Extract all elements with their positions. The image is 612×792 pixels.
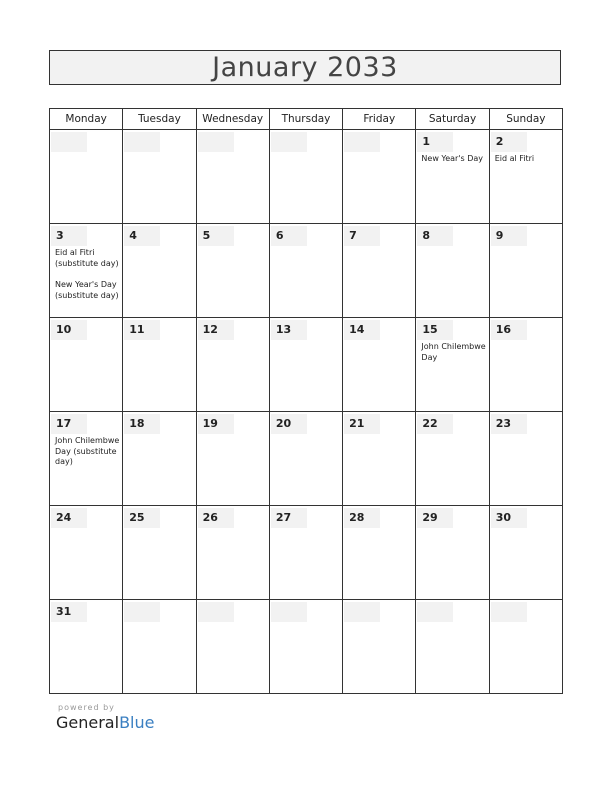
day-cell <box>269 318 342 412</box>
day-cell <box>50 224 123 318</box>
day-cell <box>416 224 489 318</box>
day-number: 14 <box>344 320 380 340</box>
day-number: 21 <box>344 414 380 434</box>
day-number: 5 <box>198 226 234 246</box>
day-cell <box>489 318 562 412</box>
day-cell <box>50 600 123 694</box>
day-cell <box>269 412 342 506</box>
weekday-header: Friday <box>343 109 416 130</box>
day-number <box>344 132 380 152</box>
day-number: 28 <box>344 508 380 528</box>
day-cell <box>196 600 269 694</box>
weekday-header: Saturday <box>416 109 489 130</box>
day-cell <box>196 130 269 224</box>
day-cell <box>50 130 123 224</box>
day-cell <box>196 224 269 318</box>
event-list <box>416 340 488 363</box>
day-cell <box>489 600 562 694</box>
day-cell <box>50 412 123 506</box>
day-number: 7 <box>344 226 380 246</box>
day-cell <box>196 318 269 412</box>
day-cell <box>123 412 196 506</box>
holiday-label: Eid al Fitri (substitute day) <box>55 248 119 268</box>
day-cell <box>123 600 196 694</box>
event-list <box>50 246 122 301</box>
day-number: 16 <box>491 320 527 340</box>
holiday-label: John Chilembwe Day (substitute day) <box>55 436 120 466</box>
footer-branding <box>56 703 154 732</box>
day-cell <box>123 506 196 600</box>
day-number: 15 <box>417 320 453 340</box>
holiday-label: Eid al Fitri <box>494 154 535 163</box>
day-number <box>124 602 160 622</box>
day-cell <box>269 600 342 694</box>
day-number: 8 <box>417 226 453 246</box>
day-number: 19 <box>198 414 234 434</box>
day-number: 31 <box>51 602 87 622</box>
week-row <box>50 412 563 506</box>
day-cell <box>489 224 562 318</box>
day-number: 29 <box>417 508 453 528</box>
brand-general: General <box>56 713 120 732</box>
week-row <box>50 506 563 600</box>
day-number: 1 <box>417 132 453 152</box>
month-title: January 2033 <box>49 50 561 85</box>
day-number <box>271 602 307 622</box>
day-cell <box>196 506 269 600</box>
day-cell <box>489 506 562 600</box>
weekday-header: Sunday <box>489 109 562 130</box>
day-cell <box>50 318 123 412</box>
day-cell <box>343 224 416 318</box>
day-number: 9 <box>491 226 527 246</box>
week-row <box>50 130 563 224</box>
event-list <box>490 152 562 165</box>
day-cell <box>50 506 123 600</box>
day-number <box>344 602 380 622</box>
day-cell <box>416 412 489 506</box>
week-row <box>50 318 563 412</box>
day-cell <box>343 506 416 600</box>
day-number <box>124 132 160 152</box>
day-number <box>491 602 527 622</box>
event-list <box>416 152 488 165</box>
holiday-label: John Chilembwe Day <box>421 342 486 362</box>
weekday-header-row <box>50 109 563 130</box>
day-number: 25 <box>124 508 160 528</box>
day-number: 18 <box>124 414 160 434</box>
weekday-header: Thursday <box>269 109 342 130</box>
weekday-header: Wednesday <box>196 109 269 130</box>
day-cell <box>343 412 416 506</box>
holiday-label: New Year's Day <box>421 154 484 163</box>
brand-logo <box>56 713 154 732</box>
day-cell <box>343 318 416 412</box>
day-number: 20 <box>271 414 307 434</box>
day-cell <box>269 130 342 224</box>
weekday-header: Monday <box>50 109 123 130</box>
day-number: 12 <box>198 320 234 340</box>
weekday-header: Tuesday <box>123 109 196 130</box>
holiday-label: New Year's Day (substitute day) <box>55 280 119 300</box>
day-number <box>417 602 453 622</box>
day-cell <box>489 130 562 224</box>
day-number: 23 <box>491 414 527 434</box>
day-cell <box>123 130 196 224</box>
day-cell <box>489 412 562 506</box>
day-cell <box>269 224 342 318</box>
day-cell <box>343 130 416 224</box>
day-cell <box>416 318 489 412</box>
day-cell <box>416 506 489 600</box>
day-cell <box>416 600 489 694</box>
day-cell <box>123 318 196 412</box>
day-number <box>198 602 234 622</box>
day-number: 6 <box>271 226 307 246</box>
day-number: 27 <box>271 508 307 528</box>
day-number: 4 <box>124 226 160 246</box>
day-cell <box>416 130 489 224</box>
day-cell <box>196 412 269 506</box>
day-number: 2 <box>491 132 527 152</box>
day-cell <box>343 600 416 694</box>
day-number: 26 <box>198 508 234 528</box>
day-number: 10 <box>51 320 87 340</box>
day-number: 3 <box>51 226 87 246</box>
week-row <box>50 600 563 694</box>
day-number: 17 <box>51 414 87 434</box>
day-number <box>271 132 307 152</box>
brand-blue: Blue <box>119 713 155 732</box>
day-number: 11 <box>124 320 160 340</box>
day-number: 30 <box>491 508 527 528</box>
day-number <box>51 132 87 152</box>
day-number <box>198 132 234 152</box>
day-cell <box>123 224 196 318</box>
week-row <box>50 224 563 318</box>
day-number: 13 <box>271 320 307 340</box>
day-number: 24 <box>51 508 87 528</box>
day-cell <box>269 506 342 600</box>
day-number: 22 <box>417 414 453 434</box>
event-list <box>50 434 122 468</box>
calendar-grid <box>49 108 563 694</box>
powered-by-text: powered by <box>58 703 115 712</box>
